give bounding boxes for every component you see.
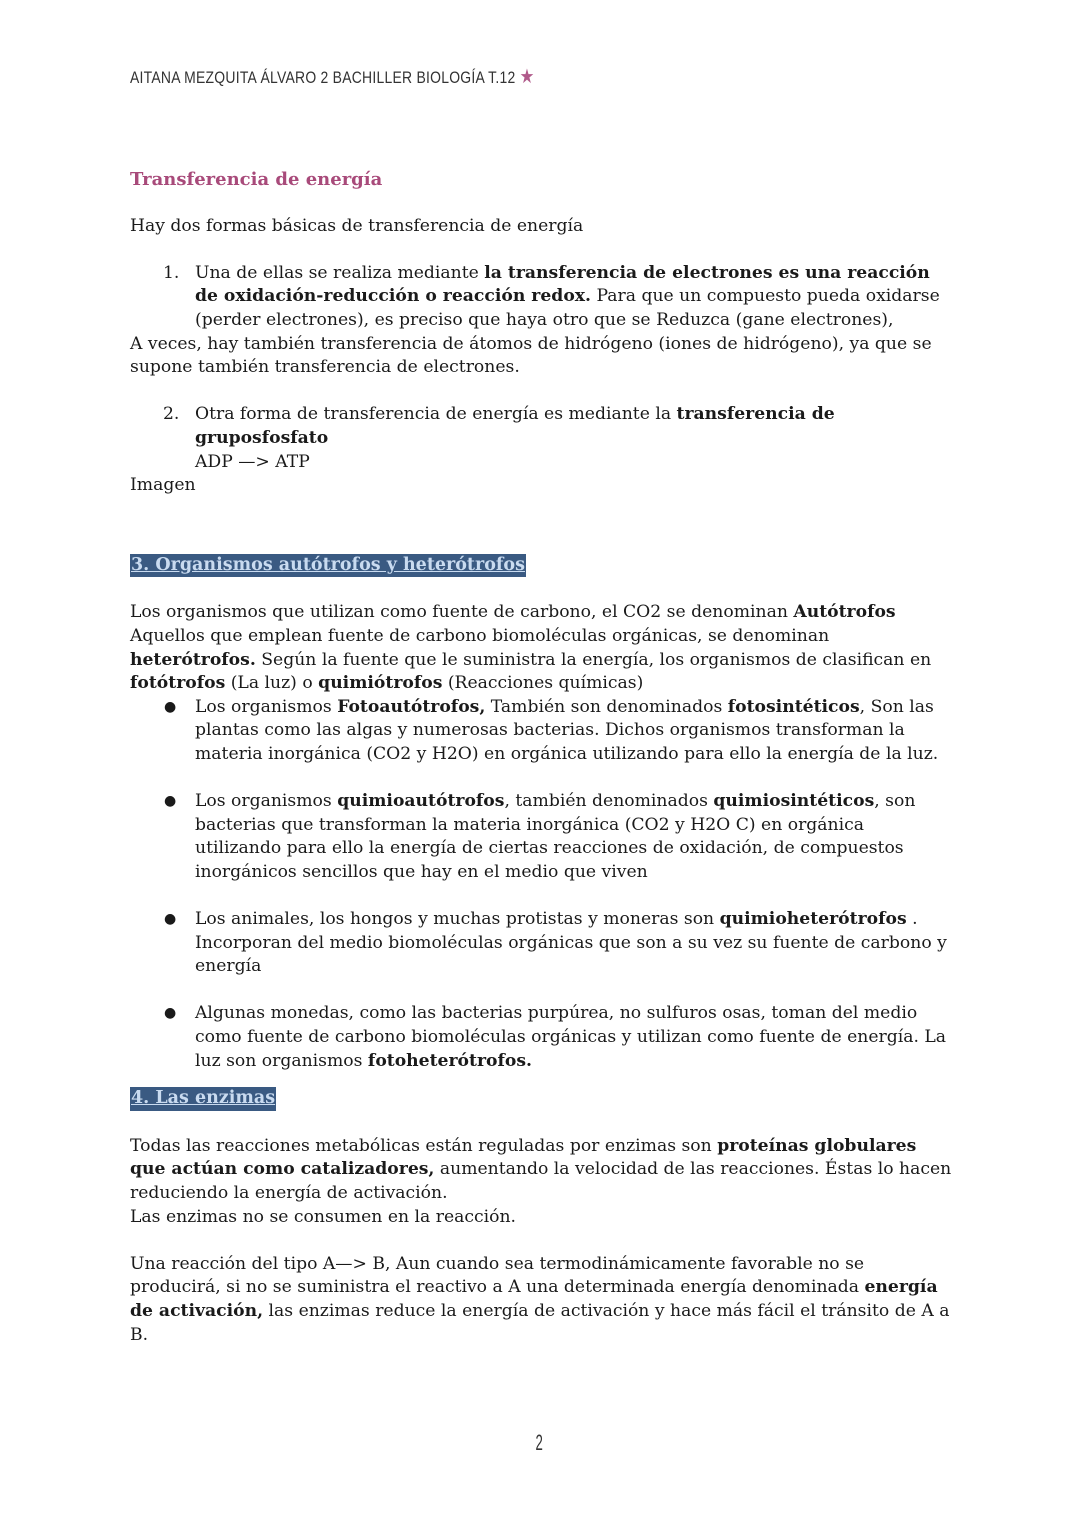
text-run: Para que un compuesto pueda oxidarse (perder electrones), es preciso que haya otro que se Reduzca (gane electrones),: [195, 286, 940, 330]
document-body: [130, 168, 952, 1347]
bullet-icon: ●: [164, 698, 177, 715]
bold-text: la transferencia de electrones es una reacción de oxidación-reducción o reacción redox.: [195, 262, 930, 307]
list-item: ● Algunas monedas, como las bacterias purpúrea, no sulfuros osas, toman del medio como fuente de carbono biomoléculas orgánicas y utilizan como fuente de energía. La luz son organismos fotoheterótrofos.: [164, 1003, 947, 1071]
image-placeholder-label: Imagen: [130, 475, 196, 496]
text-run: Otra forma de transferencia de energía es mediante la: [195, 404, 677, 425]
star-icon: ★: [519, 66, 535, 88]
header-text: AITANA MEZQUITA ÁLVARO 2 BACHILLER BIOLOGÍA T.12: [130, 68, 516, 87]
section-title-energy-transfer: Transferencia de energía: [130, 169, 383, 190]
hydrogen-transfer-paragraph: A veces, hay también transferencia de átomos de hidrógeno (iones de hidrógeno), ya que se supone también transferencia de electrones.: [130, 333, 932, 378]
enzymes-paragraph-2: Las enzimas no se consumen en la reacción.: [130, 1206, 517, 1227]
text-run: Una de ellas se realiza mediante: [195, 262, 485, 283]
energy-transfer-list: [130, 262, 952, 333]
list-item: ● Los organismos Fotoautótrofos, También son denominados fotosintéticos, Son las plantas como las algas y numerosas bacterias. Dichos organismos transforman la materia inorgánica (CO2 y H2O) en orgánica utilizando para ello la energía de la luz.: [164, 696, 939, 764]
page-number: 2: [535, 1430, 543, 1455]
section-title-enzymes: 4. Las enzimas: [130, 1087, 276, 1111]
enzymes-paragraph-3: Una reacción del tipo A—> B, Aun cuando sea termodinámicamente favorable no se producirá, si no se suministra el reactivo a A una determinada energía denominada energía de activación, las enzimas reduce la energía de activación y hace más fácil el tránsito de A a B.: [130, 1253, 950, 1345]
list-number: 2.: [163, 404, 180, 425]
list-item: [130, 262, 952, 333]
energy-transfer-intro: Hay dos formas básicas de transferencia de energía: [130, 215, 584, 236]
list-item: [130, 403, 952, 474]
organisms-bullet-list: [130, 696, 952, 1074]
bullet-icon: ●: [164, 793, 177, 810]
bullet-icon: ●: [164, 911, 177, 928]
list-item: ● Los organismos quimioautótrofos, también denominados quimiosintéticos, son bacterias que transforman la materia inorgánica (CO2 y H2O C) en orgánica utilizando para ello la energía de ciertas reacciones de oxidación, de compuestos inorgánicos sencillos que hay en el medio que viven: [164, 791, 916, 882]
enzymes-paragraph-1: Todas las reacciones metabólicas están reguladas por enzimas son proteínas globulares que actúan como catalizadores, aumentando la velocidad de las reacciones. Éstas lo hacen reduciendo la energía de activación.: [130, 1135, 952, 1203]
bullet-icon: ●: [164, 1005, 177, 1022]
organisms-intro: Los organismos que utilizan como fuente de carbono, el CO2 se denominan Autótrofos Aquellos que emplean fuente de carbono biomoléculas orgánicas, se denominan heterótrofos. Según la fuente que le suministra la energía, los organismos de clasifican en fotótrofos (La luz) o quimiótrofos (Reacciones químicas): [130, 602, 932, 694]
page-header: [130, 64, 535, 89]
list-number: 1.: [163, 262, 180, 283]
adp-atp-line: ADP —> ATP: [195, 451, 310, 472]
section-title-organisms: 3. Organismos autótrofos y heterótrofos: [130, 554, 526, 578]
bold-text: transferencia de gruposfosfato: [195, 404, 835, 448]
energy-transfer-list-2: [130, 403, 952, 474]
list-item: ● Los animales, los hongos y muchas protistas y moneras son quimioheterótrofos . Incorporan del medio biomoléculas orgánicas que son a su vez su fuente de carbono y energía: [164, 909, 947, 977]
